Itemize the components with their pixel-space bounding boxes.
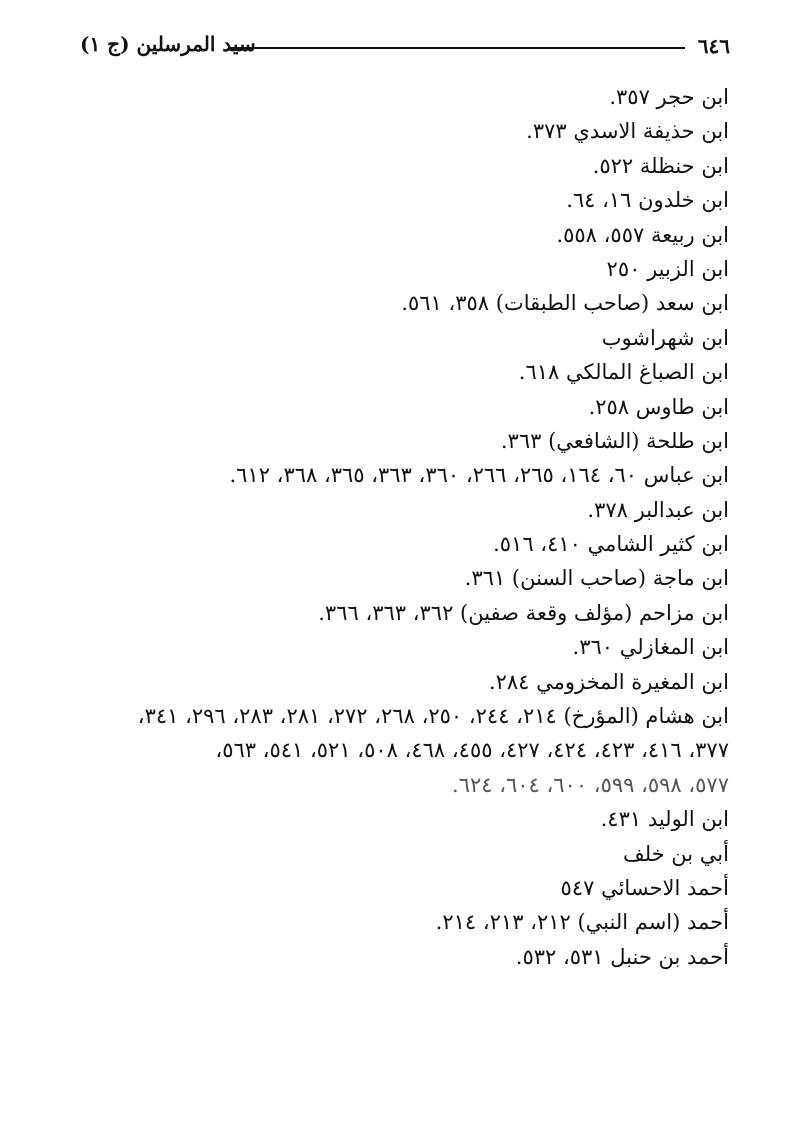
index-entry-continuation: ٥٧٧، ٥٩٨، ٥٩٩، ٦٠٠، ٦٠٤، ٦٢٤. bbox=[451, 772, 729, 797]
index-entry: ابن هشام (المؤرخ) ٢١٤، ٢٤٤، ٢٥٠، ٢٦٨، ٢٧٢، ٢٨١، ٢٨٣، ٢٩٦، ٣٤١، bbox=[137, 704, 729, 729]
book-title: سيد المرسلين (ج ١) bbox=[80, 32, 256, 56]
index-entry: ابن طاوس ٢٥٨. bbox=[588, 394, 729, 419]
index-entry: ابن المغيرة المخزومي ٢٨٤. bbox=[488, 669, 729, 694]
index-entry: ابن خلدون ١٦، ٦٤. bbox=[566, 188, 729, 213]
index-entry: ابن شهراشوب bbox=[601, 325, 729, 350]
index-entry: ابن حذيفة الاسدي ٣٧٣. bbox=[526, 119, 729, 144]
index-entry-continuation: ٣٧٧، ٤١٦، ٤٢٣، ٤٢٤، ٤٢٧، ٤٥٥، ٤٦٨، ٥٠٨، ٥٢١، ٥٤١، ٥٦٣، bbox=[215, 738, 729, 763]
index-entry: ابن حنظلة ٥٢٢. bbox=[592, 153, 729, 178]
index-entry: أحمد الاحسائي ٥٤٧ bbox=[560, 875, 729, 900]
index-entry: ابن ربيعة ٥٥٧، ٥٥٨. bbox=[556, 222, 729, 247]
index-entry: ابن حجر ٣٥٧. bbox=[609, 85, 729, 109]
index-entries bbox=[70, 80, 729, 974]
index-entry: ابن ماجة (صاحب السنن) ٣٦١. bbox=[464, 566, 729, 591]
index-entry: ابن عبدالبر ٣٧٨. bbox=[587, 497, 729, 522]
index-entry: ابن المغازلي ٣٦٠. bbox=[572, 635, 729, 660]
index-entry: أحمد بن حنبل ٥٣١، ٥٣٢. bbox=[515, 944, 729, 969]
running-header bbox=[80, 30, 730, 60]
index-entry: ابن طلحة (الشافعي) ٣٦٣. bbox=[500, 428, 729, 453]
index-entry: ابن مزاحم (مؤلف وقعة صفين) ٣٦٢، ٣٦٣، ٣٦٦. bbox=[318, 600, 729, 625]
index-entry: أبي بن خلف bbox=[622, 841, 729, 866]
index-entry: ابن الوليد ٤٣١. bbox=[600, 807, 729, 832]
index-entry: ابن سعد (صاحب الطبقات) ٣٥٨، ٥٦١. bbox=[401, 291, 729, 316]
index-entry: ابن الزبير ٢٥٠ bbox=[606, 256, 729, 281]
index-entry: أحمد (اسم النبي) ٢١٢، ٢١٣، ٢١٤. bbox=[435, 910, 729, 935]
index-entry: ابن كثير الشامي ٤١٠، ٥١٦. bbox=[493, 532, 729, 557]
index-entry: ابن الصباغ المالكي ٦١٨. bbox=[518, 360, 729, 385]
header-rule bbox=[230, 47, 685, 49]
page-number: ٦٤٦ bbox=[697, 34, 730, 58]
index-entry: ابن عباس ٦٠، ١٦٤، ٢٦٥، ٢٦٦، ٣٦٠، ٣٦٣، ٣٦٥، ٣٦٨، ٦١٢. bbox=[229, 463, 729, 488]
